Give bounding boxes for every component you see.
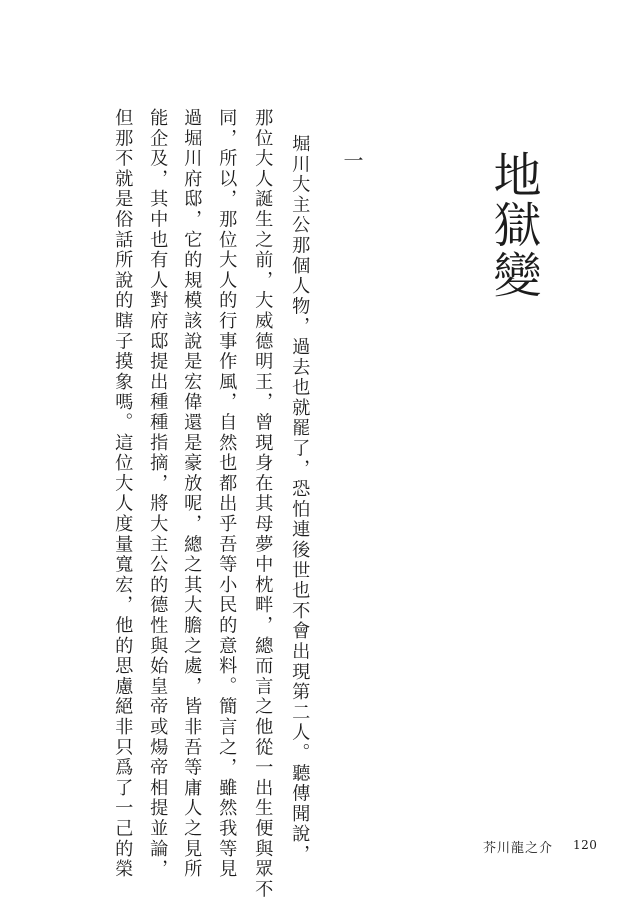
body-line: 但那不就是俗話所說的瞎子摸象嗎。這位大人度量寬宏，他的思慮絕非只爲了一己的榮	[112, 108, 134, 880]
body-line: 同，所以，那位大人的行事作風，自然也都出乎吾等小民的意料。簡言之，雖然我等見	[216, 108, 238, 880]
page-number: 120	[573, 838, 598, 852]
body-line: 能企及，其中也有人對府邸提出種種指摘，將大主公的德性與始皇帝或煬帝相提並論，	[147, 108, 169, 880]
body-line: 過堀川府邸，它的規模該說是宏偉還是豪放呢，總之其大膽之處，皆非吾等庸人之見所	[181, 108, 203, 880]
footer-author: 芥川龍之介	[483, 841, 554, 856]
body-line: 那位大人誕生之前，大威德明王，曾現身在其母夢中枕畔，總而言之他從一出生便與眾不	[252, 108, 274, 900]
section-number: 一	[340, 150, 364, 170]
chapter-title: 地獄變	[485, 150, 541, 300]
body-line: 堀川大主公那個人物，過去也就罷了，恐怕連後世也不會出現第二人。聽傳聞說，	[289, 134, 311, 865]
